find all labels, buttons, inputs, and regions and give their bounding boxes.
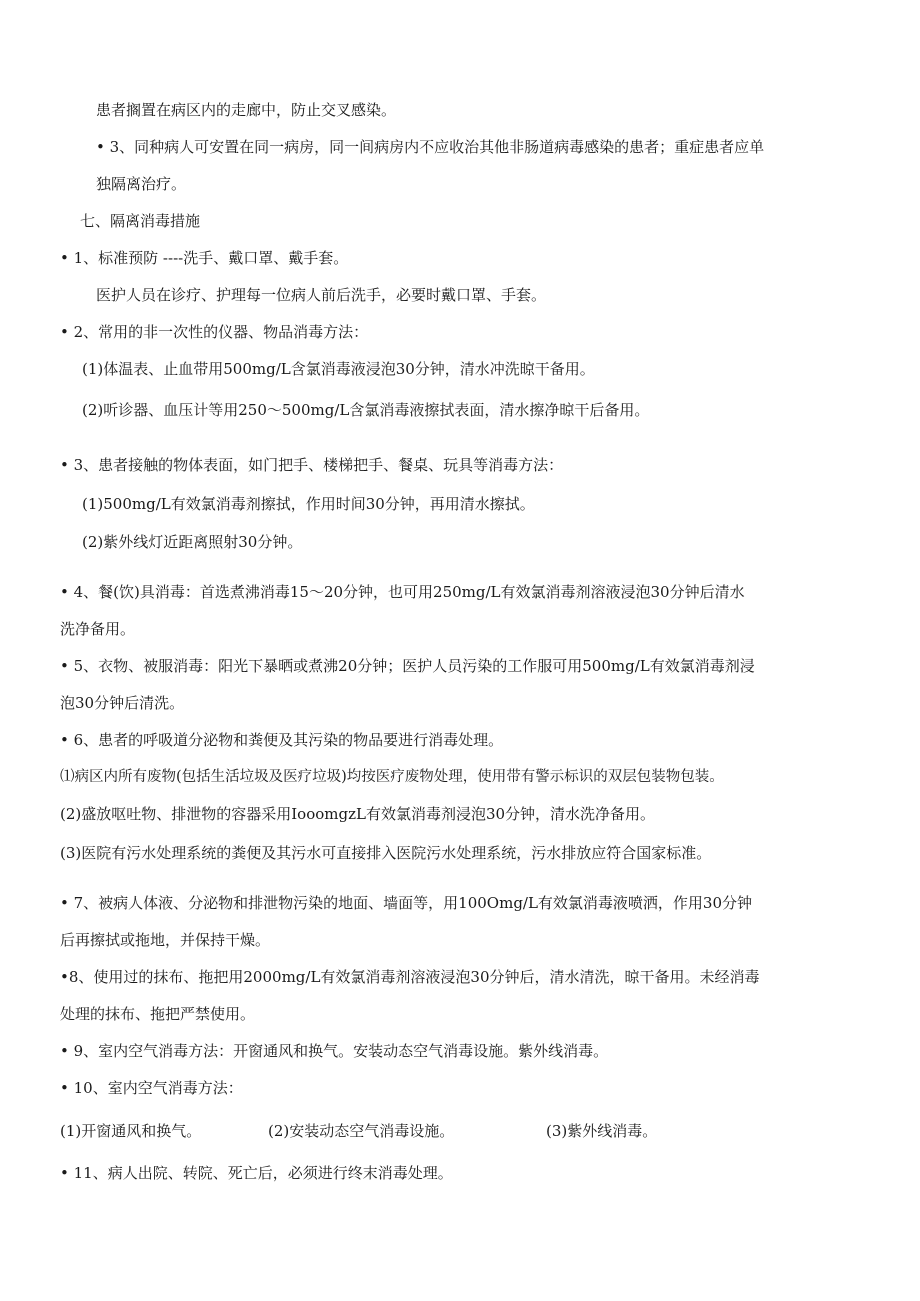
section-heading: 七、隔离消毒措施 [80,212,201,230]
list-item-6: • 6、患者的呼吸道分泌物和粪便及其污染的物品要进行消毒处理。 [60,731,504,749]
list-item-3-line1: • 3、同种病人可安置在同一病房，同一间病房内不应收治其他非肠道病毒感染的患者；重症患者应单 [96,138,765,156]
list-item-4-line2: 洗净备用。 [60,620,136,638]
sub-item: (1)500mg/L有效氯消毒剂擦拭，作用时间30分钟，再用清水擦拭。 [82,495,535,513]
list-item-7-line1: • 7、被病人体液、分泌物和排泄物污染的地面、墙面等，用100Omg/L有效氯消毒液喷洒，作用30分钟 [60,894,753,912]
sub-item: (3)紫外线消毒。 [546,1122,658,1140]
sub-item: (2)安装动态空气消毒设施。 [268,1122,455,1140]
list-item-9: • 9、室内空气消毒方法：开窗通风和换气。安装动态空气消毒设施。紫外线消毒。 [60,1042,609,1060]
list-item-7-line2: 后再擦拭或拖地，并保持干燥。 [60,931,271,949]
list-item-5-line2: 泡30分钟后清洗。 [60,694,185,712]
text-line: 患者搁置在病区内的走廊中，防止交叉感染。 [96,101,397,119]
sub-item: (3)医院有污水处理系统的粪便及其污水可直接排入医院污水处理系统，污水排放应符合国家标准。 [60,844,712,862]
list-item-3: • 3、患者接触的物体表面，如门把手、楼梯把手、餐桌、玩具等消毒方法： [60,456,564,474]
list-item-2: • 2、常用的非一次性的仪器、物品消毒方法： [60,323,369,341]
list-item-3-line2: 独隔离治疗。 [96,175,187,193]
list-item-1: • 1、标准预防 ----洗手、戴口罩、戴手套。 [60,249,349,267]
list-item-8-line1: •8、使用过的抹布、拖把用2000mg/L有效氯消毒剂溶液浸泡30分钟后，清水清洗，晾干备用。未经消毒 [60,968,760,986]
list-item-11: • 11、病人出院、转院、死亡后，必须进行终末消毒处理。 [60,1164,453,1182]
list-item-10: • 10、室内空气消毒方法： [60,1079,243,1097]
sub-item: (2)盛放呕吐物、排泄物的容器采用IooomgzL有效氯消毒剂浸泡30分钟，清水洗净备用。 [60,805,656,823]
list-item-4-line1: • 4、餐(饮)具消毒：首选煮沸消毒15～20分钟，也可用250mg/L有效氯消毒剂溶液浸泡30分钟后清水 [60,583,745,601]
sub-item: (2)听诊器、血压计等用250～500mg/L含氯消毒液擦拭表面，清水擦净晾干后备用。 [82,401,650,419]
sub-item: (2)紫外线灯近距离照射30分钟。 [82,533,303,551]
list-item-8-line2: 处理的抹布、拖把严禁使用。 [60,1005,256,1023]
sub-item: ⑴病区内所有废物(包括生活垃圾及医疗垃圾)均按医疗废物处理，使用带有警示标识的双层包装物包装。 [60,769,724,785]
list-item-5-line1: • 5、衣物、被服消毒：阳光下暴晒或煮沸20分钟；医护人员污染的工作服可用500mg/L有效氯消毒剂浸 [60,657,755,675]
sub-item: (1)体温表、止血带用500mg/L含氯消毒液浸泡30分钟，清水冲洗晾干备用。 [82,360,595,378]
text-line: 医护人员在诊疗、护理每一位病人前后洗手，必要时戴口罩、手套。 [96,286,547,304]
sub-item: (1)开窗通风和换气。 [60,1122,202,1140]
